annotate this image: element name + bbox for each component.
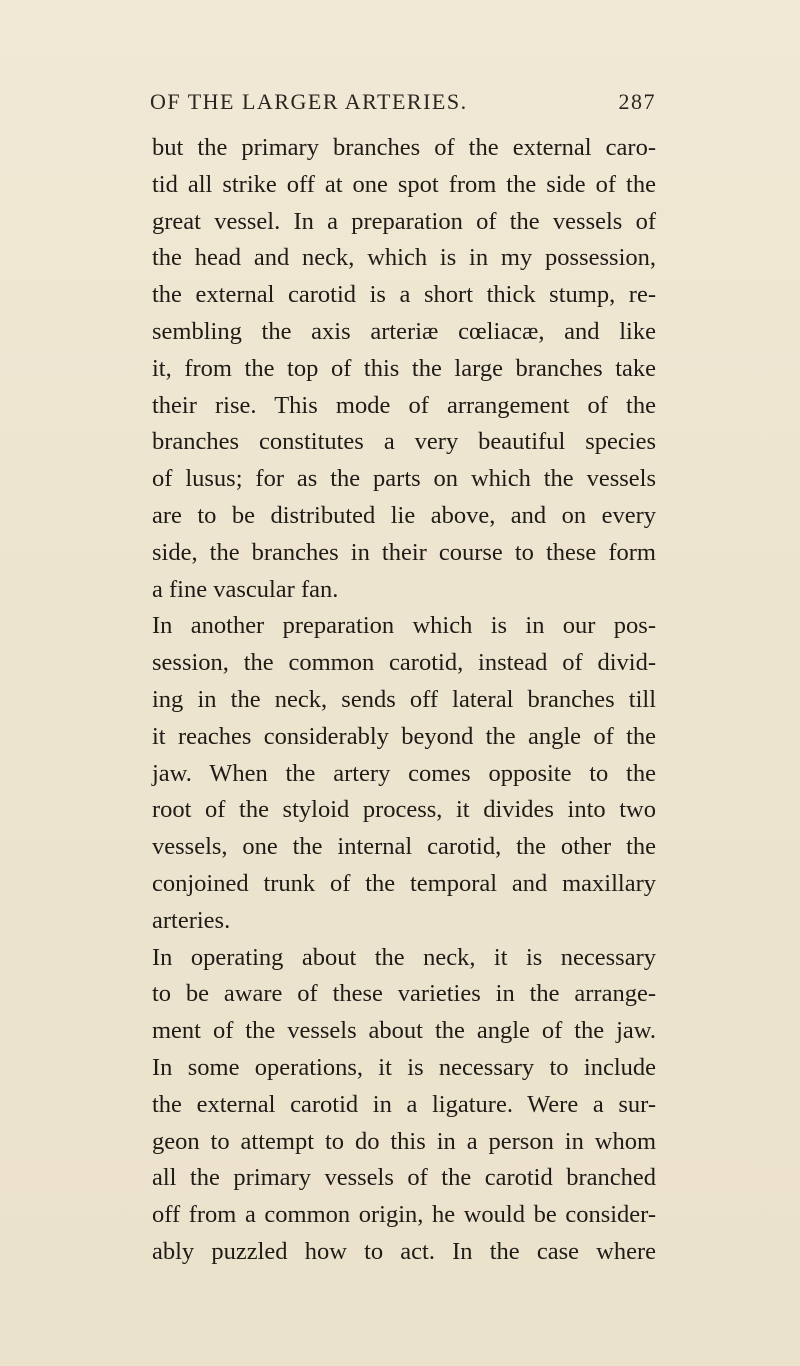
text-line: sembling the axis arteriæ cœliacæ, and like [152, 317, 656, 345]
text-line: are to be distributed lie above, and on every [152, 501, 656, 529]
text-line: ment of the vessels about the angle of the jaw. [152, 1017, 656, 1045]
text-line: side, the branches in their course to these form [152, 538, 656, 566]
running-head [150, 89, 656, 123]
text-line: ing in the neck, sends off lateral branches till [152, 685, 656, 713]
text-line: branches constitutes a very beautiful species [152, 428, 656, 456]
running-title: OF THE LARGER ARTERIES. [150, 89, 468, 114]
text-line: off from a common origin, he would be consider- [152, 1201, 656, 1229]
text-line: geon to attempt to do this in a person in whom [152, 1127, 656, 1155]
text-line: to be aware of these varieties in the arrange- [152, 980, 656, 1008]
text-line: of lusus; for as the parts on which the vessels [152, 465, 656, 493]
text-line: the head and neck, which is in my possession, [152, 244, 656, 272]
text-line: vessels, one the internal carotid, the other the [152, 833, 656, 861]
text-line: In some operations, it is necessary to include [152, 1053, 656, 1081]
text-line: the external carotid is a short thick stump, re- [152, 281, 656, 309]
body-text [152, 130, 656, 1271]
text-line: their rise. This mode of arrangement of the [152, 391, 656, 419]
text-line: but the primary branches of the external caro- [152, 134, 656, 161]
text-line: all the primary vessels of the carotid branched [152, 1164, 656, 1192]
text-line: it reaches considerably beyond the angle of the [152, 722, 656, 750]
text-line: In another preparation which is in our pos- [152, 612, 656, 640]
page-number: 287 [618, 89, 656, 114]
text-line: conjoined trunk of the temporal and maxillary [152, 869, 656, 897]
text-line: arteries. [152, 906, 231, 934]
text-line: tid all strike off at one spot from the side of the [152, 170, 656, 198]
text-line: session, the common carotid, instead of divid- [152, 649, 656, 677]
text-line: In operating about the neck, it is necessary [152, 943, 656, 971]
text-line: it, from the top of this the large branches take [152, 354, 656, 382]
text-line: a fine vascular fan. [152, 575, 339, 603]
text-line: the external carotid in a ligature. Were a sur- [152, 1090, 656, 1118]
text-line: great vessel. In a preparation of the vessels of [152, 207, 656, 235]
text-line: ably puzzled how to act. In the case where [152, 1237, 656, 1265]
text-line: jaw. When the artery comes opposite to the [152, 759, 656, 787]
text-line: root of the styloid process, it divides into two [152, 796, 656, 824]
